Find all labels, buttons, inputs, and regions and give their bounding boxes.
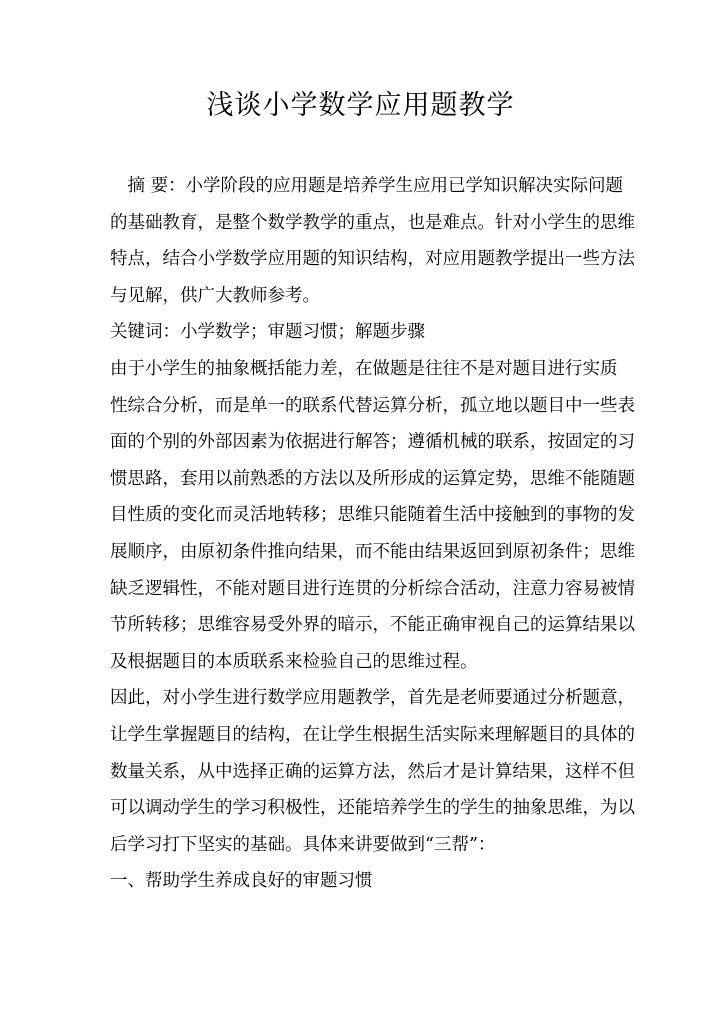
paragraph-line: 数量关系，从中选择正确的运算方法，然后才是计算结果，这样不但 <box>110 761 635 782</box>
document-body <box>110 168 635 900</box>
abstract-line: 特点，结合小学数学应用题的知识结构，对应用题教学提出一些方法 <box>110 249 635 270</box>
section-heading: 一、帮助学生养成良好的审题习惯 <box>110 871 373 892</box>
paragraph-line: 缺乏逻辑性，不能对题目进行连贯的分析综合活动，注意力容易被情 <box>110 578 635 599</box>
abstract-line: 摘 要：小学阶段的应用题是培养学生应用已学知识解决实际问题 <box>110 176 624 196</box>
paragraph-line: 因此，对小学生进行数学应用题教学，首先是老师要通过分析题意， <box>110 688 635 709</box>
paragraph-line: 性综合分析，而是单一的联系代替运算分析，孤立地以题目中一些表 <box>110 395 635 416</box>
paragraph-line: 目性质的变化而灵活地转移；思维只能随着生活中接触到的事物的发 <box>110 505 635 526</box>
abstract-line: 的基础教育，是整个数学教学的重点，也是难点。针对小学生的思维 <box>110 212 635 233</box>
paragraph-line: 面的个别的外部因素为依据进行解答；遵循机械的联系，按固定的习 <box>110 432 635 453</box>
paragraph-line: 由于小学生的抽象概括能力差，在做题是往往不是对题目进行实质 <box>110 358 618 379</box>
paragraph-line: 后学习打下坚实的基础。具体来讲要做到“三帮”： <box>110 834 496 855</box>
paragraph-line: 展顺序，由原初条件推向结果，而不能由结果返回到原初条件；思维 <box>110 541 635 562</box>
paragraph-line: 及根据题目的本质联系来检验自己的思维过程。 <box>110 651 478 672</box>
paragraph-line: 惯思路，套用以前熟悉的方法以及所形成的运算定势，思维不能随题 <box>110 468 635 489</box>
document-title: 浅谈小学数学应用题教学 <box>206 90 515 121</box>
paragraph-line: 让学生掌握题目的结构，在让学生根据生活实际来理解题目的具体的 <box>110 724 635 745</box>
abstract-line: 与见解，供广大教师参考。 <box>110 285 320 306</box>
paragraph-line: 节所转移；思维容易受外界的暗示，不能正确审视自己的运算结果以 <box>110 615 635 636</box>
keywords-line: 关键词：小学数学；审题习惯；解题步骤 <box>110 322 425 343</box>
paragraph-line: 可以调动学生的学习积极性，还能培养学生的学生的抽象思维，为以 <box>110 798 635 819</box>
